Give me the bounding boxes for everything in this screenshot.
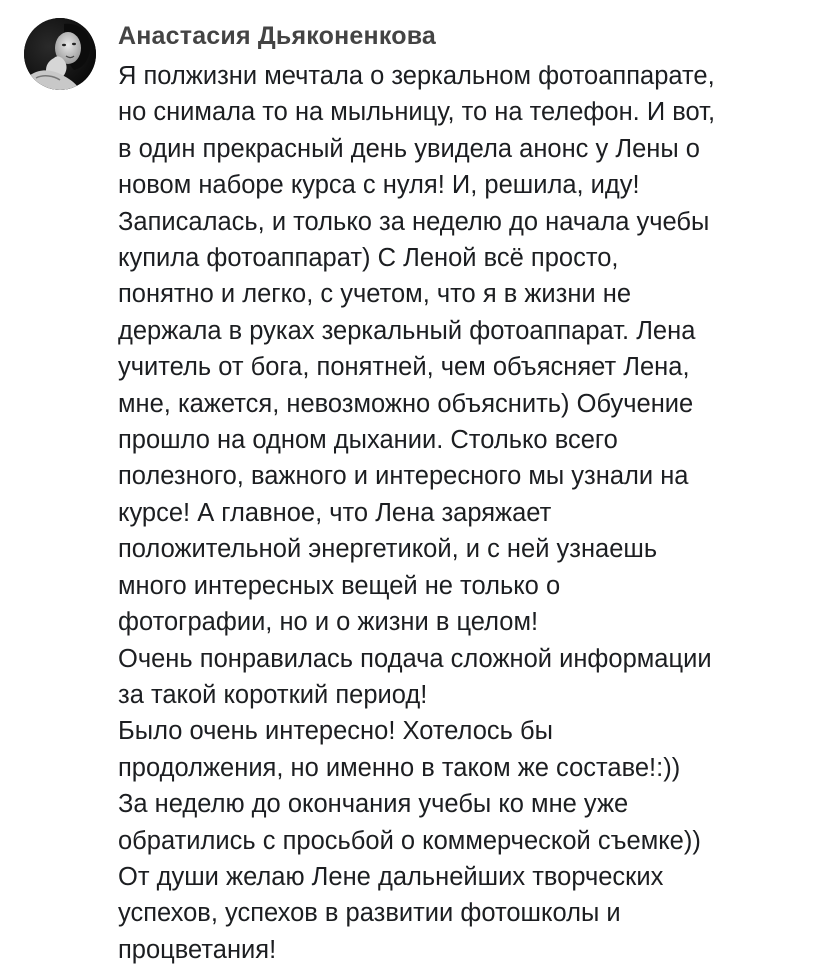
comment-text-line: мне, кажется, невозможно объяснить) Обучение (118, 389, 694, 418)
author-name-link[interactable]: Анастасия Дьяконенкова (118, 22, 437, 50)
author-avatar[interactable] (24, 18, 96, 90)
comment-text-line: полезного, важного и интересного мы узнали на (118, 462, 689, 491)
comment-text-line: держала в руках зеркальный фотоаппарат. Лена (118, 316, 696, 345)
comment-text-line: успехов, успехов в развитии фотошколы и (118, 899, 621, 928)
comment-body (118, 16, 808, 968)
comment-text-line: За неделю до окончания учебы ко мне уже (118, 790, 629, 819)
comment-text-line: купила фотоаппарат) С Леной всё просто, (118, 244, 619, 273)
comment-text-line: прошло на одном дыхании. Столько всего (118, 426, 618, 455)
comment-text-line: учитель от бога, понятней, чем объясняет Лена, (118, 353, 690, 382)
comment-text-line: понятно и легко, с учетом, что я в жизни не (118, 280, 632, 309)
profile-photo-avatar-icon (24, 18, 96, 90)
comment-text-line: процветания! (118, 935, 277, 964)
comment-text-line: Было очень интересно! Хотелось бы (118, 717, 553, 746)
comment-text-line: Я полжизни мечтала о зеркальном фотоаппарате, (118, 62, 715, 90)
comment-text-line: новом наборе курса с нуля! И, решила, иду! (118, 171, 640, 200)
comment-text-line: в один прекрасный день увидела анонс у Лены о (118, 134, 700, 163)
comment-text-line: но снимала то на мыльницу, то на телефон. И вот, (118, 98, 716, 127)
comment-text-line: за такой короткий период! (118, 680, 428, 709)
comment-text-line: обратились с просьбой о коммерческой съемке)) (118, 826, 701, 855)
comment-text-line: много интересных вещей не только о (118, 571, 561, 600)
comment-text-line: продолжения, но именно в таком же составе!:)) (118, 753, 681, 782)
comment-text-line: От души желаю Лене дальнейших творческих (118, 862, 664, 891)
comment-text-line: Записалась, и только за неделю до начала учебы (118, 207, 710, 236)
comment-text-line: Очень понравилась подача сложной информации (118, 644, 712, 673)
comment-text (118, 58, 808, 968)
comment-text-line: фотографии, но и о жизни в целом! (118, 608, 539, 637)
comment-text-line: курсе! А главное, что Лена заряжает (118, 498, 552, 527)
comment-text-line: положительной энергетикой, и с ней узнаешь (118, 535, 658, 564)
